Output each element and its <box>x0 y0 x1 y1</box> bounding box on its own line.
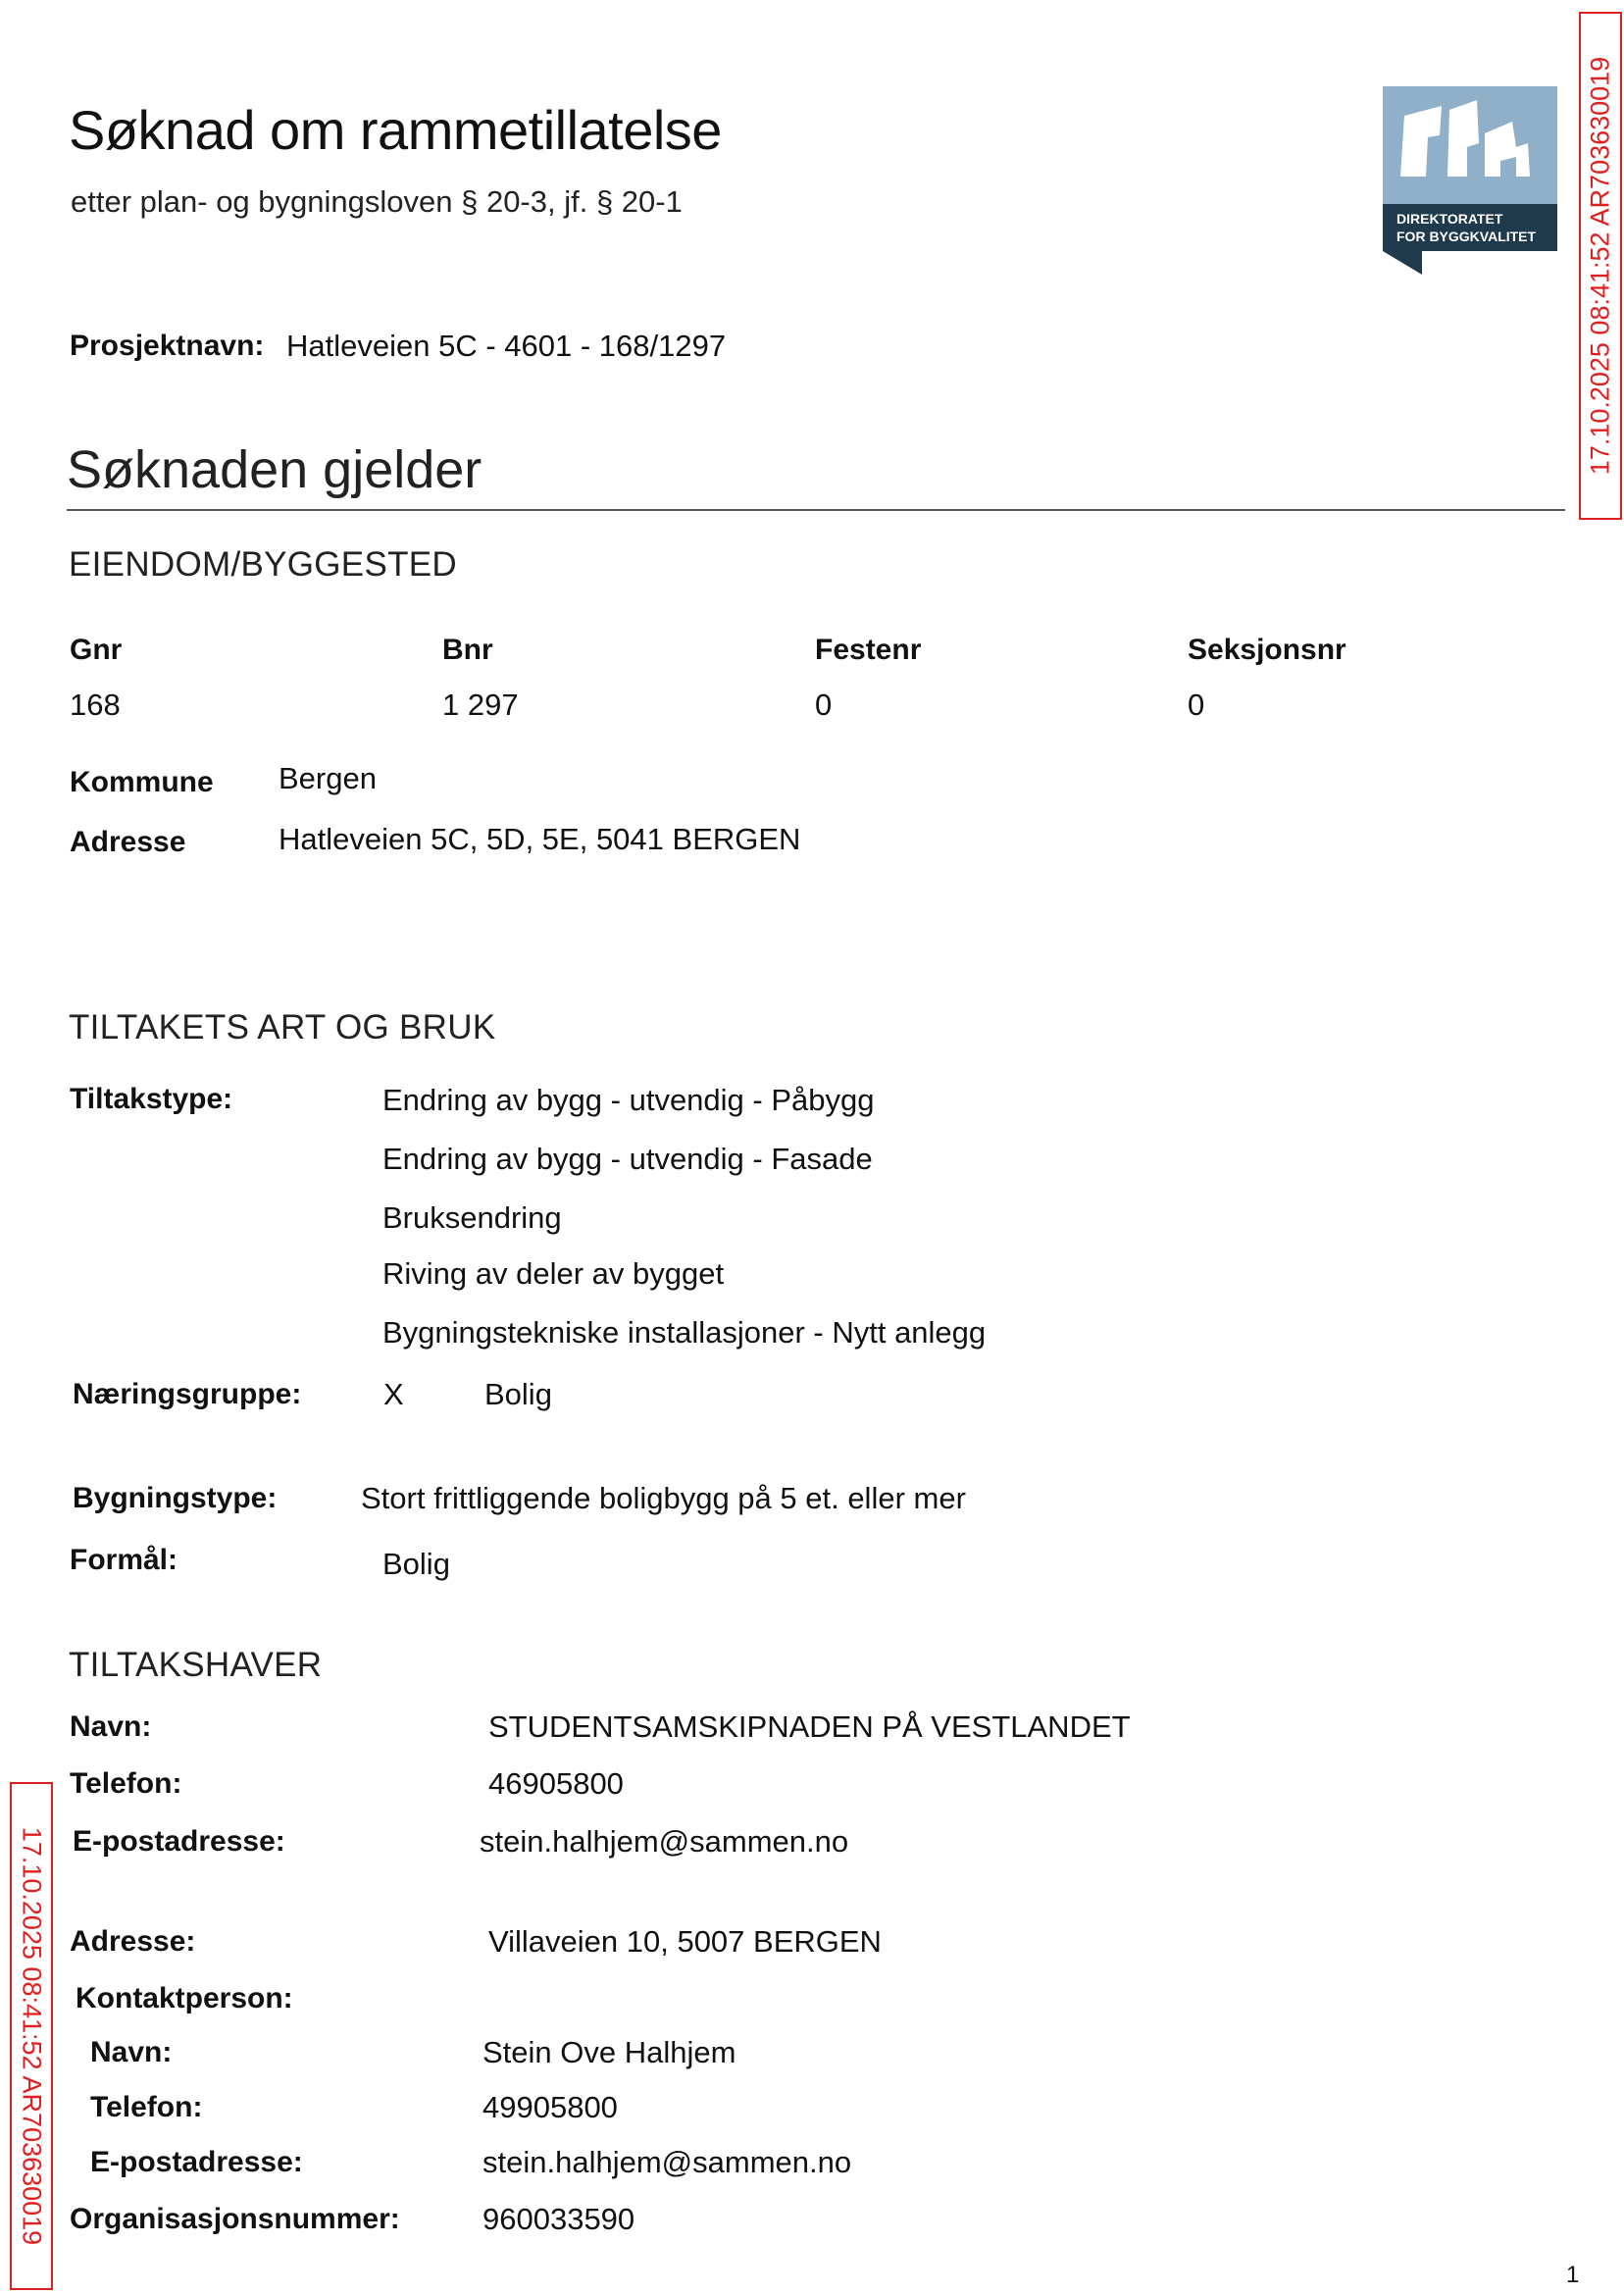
bygningstype-label: Bygningstype: <box>73 1482 278 1514</box>
page-number: 1 <box>1566 2262 1580 2288</box>
orgnr-value: 960033590 <box>482 2202 635 2236</box>
date-stamp-top <box>1579 12 1622 520</box>
tiltakstype-item: Endring av bygg - utvendig - Fasade <box>382 1142 873 1176</box>
kommune-value: Bergen <box>279 761 377 795</box>
naeringsgruppe-value: Bolig <box>484 1377 552 1411</box>
logo-text-line1: DIREKTORATET <box>1396 211 1503 227</box>
kontakt-navn-label: Navn: <box>90 2036 173 2068</box>
formal-label: Formål: <box>70 1544 178 1576</box>
tiltakshaver-epost-label: E-postadresse: <box>73 1825 285 1858</box>
dibk-logo-graphic <box>1383 86 1557 275</box>
seksjonsnr-header: Seksjonsnr <box>1188 634 1346 666</box>
kontakt-telefon-label: Telefon: <box>90 2091 203 2123</box>
main-heading: Søknaden gjelder <box>67 440 482 499</box>
kommune-label: Kommune <box>70 766 214 798</box>
orgnr-label: Organisasjonsnummer: <box>70 2203 400 2235</box>
adresse-label: Adresse <box>70 826 186 858</box>
tiltakshaver-telefon-label: Telefon: <box>70 1767 182 1800</box>
bnr-value: 1 297 <box>442 688 519 722</box>
section-tiltak-title: TILTAKETS ART OG BRUK <box>69 1008 496 1046</box>
date-stamp-bottom-text: 17.10.2025 08:41:52 AR703630019 <box>17 1826 47 2246</box>
date-stamp-bottom <box>10 1782 53 2290</box>
document-title: Søknad om rammetillatelse <box>69 99 722 161</box>
document-subtitle: etter plan- og bygningsloven § 20-3, jf. § 20-1 <box>71 184 683 219</box>
bnr-header: Bnr <box>442 634 493 666</box>
kontakt-navn-value: Stein Ove Halhjem <box>482 2035 736 2069</box>
tiltakstype-label: Tiltakstype: <box>70 1083 233 1115</box>
date-stamp-top-text: 17.10.2025 08:41:52 AR703630019 <box>1585 56 1615 476</box>
section-eiendom-title: EIENDOM/BYGGESTED <box>69 545 457 584</box>
tiltakshaver-adresse-value: Villaveien 10, 5007 BERGEN <box>488 1924 882 1959</box>
logo-text-line2: FOR BYGGKVALITET <box>1396 229 1537 244</box>
tiltakshaver-navn-value: STUDENTSAMSKIPNADEN PÅ VESTLANDET <box>488 1709 1131 1744</box>
seksjonsnr-value: 0 <box>1188 688 1205 722</box>
kontakt-telefon-value: 49905800 <box>482 2090 618 2124</box>
naeringsgruppe-label: Næringsgruppe: <box>73 1378 302 1410</box>
heading-divider <box>67 509 1565 511</box>
naeringsgruppe-code: X <box>383 1377 404 1411</box>
section-tiltakshaver-title: TILTAKSHAVER <box>69 1646 323 1684</box>
tiltakstype-item: Bygningstekniske installasjoner - Nytt anlegg <box>382 1315 987 1350</box>
kontaktperson-label: Kontaktperson: <box>76 1982 293 2014</box>
tiltakshaver-telefon-value: 46905800 <box>488 1766 624 1801</box>
tiltakstype-item: Endring av bygg - utvendig - Påbygg <box>382 1083 875 1117</box>
dibk-logo <box>1383 86 1557 275</box>
tiltakstype-item: Riving av deler av bygget <box>382 1256 725 1291</box>
tiltakshaver-navn-label: Navn: <box>70 1710 152 1743</box>
tiltakshaver-adresse-label: Adresse: <box>70 1925 196 1958</box>
gnr-value: 168 <box>70 688 121 722</box>
gnr-header: Gnr <box>70 634 123 666</box>
project-label: Prosjektnavn: <box>70 330 265 362</box>
bygningstype-value: Stort frittliggende boligbygg på 5 et. eller mer <box>361 1481 966 1515</box>
festenr-value: 0 <box>815 688 833 722</box>
adresse-value: Hatleveien 5C, 5D, 5E, 5041 BERGEN <box>279 822 801 856</box>
project-value: Hatleveien 5C - 4601 - 168/1297 <box>286 329 727 363</box>
festenr-header: Festenr <box>815 634 922 666</box>
kontakt-epost-value: stein.halhjem@sammen.no <box>482 2145 852 2179</box>
kontakt-epost-label: E-postadresse: <box>90 2146 303 2178</box>
tiltakshaver-epost-value: stein.halhjem@sammen.no <box>480 1824 849 1859</box>
tiltakstype-item: Bruksendring <box>382 1200 562 1235</box>
formal-value: Bolig <box>382 1547 450 1581</box>
